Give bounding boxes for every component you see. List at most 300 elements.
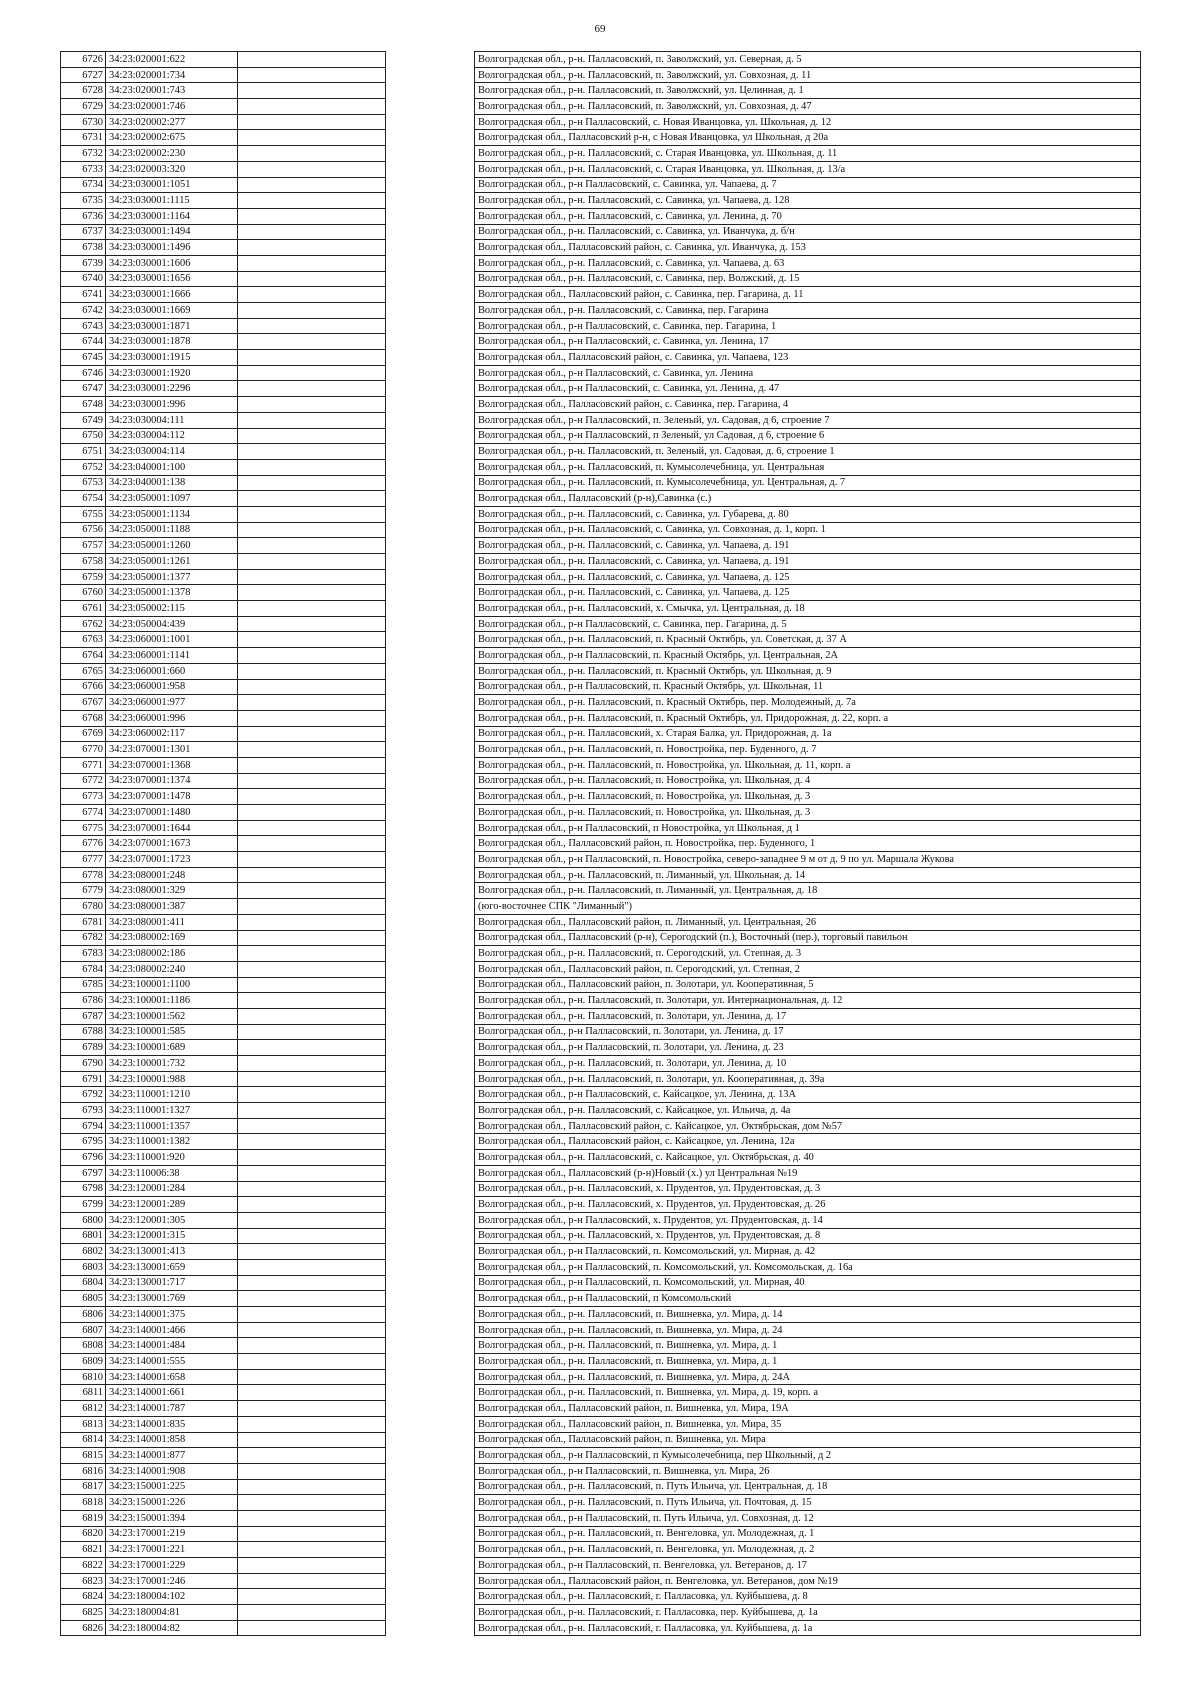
cadastral-number-cell: 34:23:030001:1669 xyxy=(106,303,238,319)
cadastral-number-cell: 34:23:070001:1723 xyxy=(106,852,238,868)
spacer-cell xyxy=(386,1369,475,1385)
cadastral-number-cell: 34:23:100001:689 xyxy=(106,1040,238,1056)
spacer-cell xyxy=(386,710,475,726)
address-cell: Волгоградская обл., Палласовский (р-н)Новый (х.) ул Центральная №19 xyxy=(475,1165,1141,1181)
spacer-cell xyxy=(386,334,475,350)
spacer-cell xyxy=(386,303,475,319)
spacer-cell xyxy=(386,1056,475,1072)
address-cell: Волгоградская обл., р-н. Палласовский, п. Кумысолечебница, ул. Центральная, д. 7 xyxy=(475,475,1141,491)
row-number-cell: 6744 xyxy=(61,334,106,350)
table-row xyxy=(61,52,1141,68)
spacer-cell xyxy=(386,1118,475,1134)
table-row xyxy=(61,1448,1141,1464)
table-row xyxy=(61,914,1141,930)
spacer-cell xyxy=(386,1432,475,1448)
cadastral-number-cell: 34:23:130001:769 xyxy=(106,1291,238,1307)
row-number-cell: 6799 xyxy=(61,1197,106,1213)
spacer-cell xyxy=(386,977,475,993)
cadastral-number-cell: 34:23:180004:82 xyxy=(106,1620,238,1636)
cadastral-number-cell: 34:23:140001:835 xyxy=(106,1416,238,1432)
cadastral-number-cell: 34:23:110001:1327 xyxy=(106,1103,238,1119)
address-cell: Волгоградская обл., р-н Палласовский, п. Красный Октябрь, ул. Школьная, 11 xyxy=(475,679,1141,695)
table-row xyxy=(61,1479,1141,1495)
row-number-cell: 6789 xyxy=(61,1040,106,1056)
address-cell: Волгоградская обл., Палласовский район, с. Савинка, ул. Иванчука, д. 153 xyxy=(475,240,1141,256)
cadastral-number-cell: 34:23:080001:411 xyxy=(106,914,238,930)
empty-cell xyxy=(238,1369,386,1385)
address-cell: Волгоградская обл., р-н Палласовский, п. Золотари, ул. Ленина, д. 23 xyxy=(475,1040,1141,1056)
row-number-cell: 6737 xyxy=(61,224,106,240)
row-number-cell: 6757 xyxy=(61,538,106,554)
empty-cell xyxy=(238,538,386,554)
row-number-cell: 6739 xyxy=(61,255,106,271)
spacer-cell xyxy=(386,1463,475,1479)
row-number-cell: 6777 xyxy=(61,852,106,868)
cadastral-number-cell: 34:23:140001:466 xyxy=(106,1322,238,1338)
cadastral-number-cell: 34:23:040001:138 xyxy=(106,475,238,491)
spacer-cell xyxy=(386,1338,475,1354)
address-cell: Волгоградская обл., р-н. Палласовский, с. Савинка, ул. Ленина, д. 70 xyxy=(475,208,1141,224)
cadastral-number-cell: 34:23:050001:1260 xyxy=(106,538,238,554)
table-row xyxy=(61,67,1141,83)
row-number-cell: 6761 xyxy=(61,601,106,617)
address-cell: Волгоградская обл., р-н Палласовский, п. Комсомольский, ул. Мирная, 40 xyxy=(475,1275,1141,1291)
table-row xyxy=(61,83,1141,99)
empty-cell xyxy=(238,1385,386,1401)
table-row xyxy=(61,1228,1141,1244)
spacer-cell xyxy=(386,1134,475,1150)
cadastral-number-cell: 34:23:110001:1382 xyxy=(106,1134,238,1150)
table-row xyxy=(61,1558,1141,1574)
empty-cell xyxy=(238,1510,386,1526)
row-number-cell: 6768 xyxy=(61,710,106,726)
table-row xyxy=(61,397,1141,413)
address-cell: Волгоградская обл., р-н. Палласовский, п. Золотари, ул. Ленина, д. 17 xyxy=(475,1008,1141,1024)
table-row xyxy=(61,1118,1141,1134)
cadastral-number-cell: 34:23:030001:2296 xyxy=(106,381,238,397)
row-number-cell: 6764 xyxy=(61,648,106,664)
empty-cell xyxy=(238,773,386,789)
empty-cell xyxy=(238,1338,386,1354)
table-row xyxy=(61,554,1141,570)
address-cell: Волгоградская обл., р-н. Палласовский, с. Старая Иванцовка, ул. Школьная, д. 13/а xyxy=(475,161,1141,177)
table-row xyxy=(61,1008,1141,1024)
address-cell: Волгоградская обл., Палласовский район, п. Серогодский, ул. Степная, 2 xyxy=(475,961,1141,977)
table-row xyxy=(61,930,1141,946)
address-cell: Волгоградская обл., р-н. Палласовский, с. Савинка, ул. Чапаева, д. 63 xyxy=(475,255,1141,271)
empty-cell xyxy=(238,1291,386,1307)
row-number-cell: 6786 xyxy=(61,993,106,1009)
address-cell: Волгоградская обл., р-н Палласовский, п Новостройка, ул Школьная, д 1 xyxy=(475,820,1141,836)
empty-cell xyxy=(238,334,386,350)
address-cell: Волгоградская обл., р-н. Палласовский, п. Вишневка, ул. Мира, д. 14 xyxy=(475,1307,1141,1323)
row-number-cell: 6826 xyxy=(61,1620,106,1636)
address-cell: Волгоградская обл., р-н Палласовский, с. Новая Иванцовка, ул. Школьная, д. 12 xyxy=(475,114,1141,130)
table-row xyxy=(61,1322,1141,1338)
row-number-cell: 6765 xyxy=(61,663,106,679)
address-cell: Волгоградская обл., р-н Палласовский, с. Кайсацкое, ул. Ленина, д. 13А xyxy=(475,1087,1141,1103)
cadastral-number-cell: 34:23:130001:717 xyxy=(106,1275,238,1291)
empty-cell xyxy=(238,1071,386,1087)
row-number-cell: 6811 xyxy=(61,1385,106,1401)
table-row xyxy=(61,240,1141,256)
table-row xyxy=(61,961,1141,977)
cadastral-number-cell: 34:23:080002:186 xyxy=(106,946,238,962)
table-row xyxy=(61,193,1141,209)
spacer-cell xyxy=(386,381,475,397)
table-row xyxy=(61,1589,1141,1605)
empty-cell xyxy=(238,1526,386,1542)
row-number-cell: 6750 xyxy=(61,428,106,444)
table-row xyxy=(61,224,1141,240)
table-row xyxy=(61,303,1141,319)
spacer-cell xyxy=(386,52,475,68)
table-row xyxy=(61,836,1141,852)
table-row xyxy=(61,1275,1141,1291)
empty-cell xyxy=(238,1165,386,1181)
table-row xyxy=(61,1432,1141,1448)
table-row xyxy=(61,820,1141,836)
address-cell: Волгоградская обл., р-н Палласовский, п. Золотари, ул. Ленина, д. 17 xyxy=(475,1024,1141,1040)
empty-cell xyxy=(238,852,386,868)
empty-cell xyxy=(238,1322,386,1338)
empty-cell xyxy=(238,601,386,617)
cadastral-number-cell: 34:23:070001:1478 xyxy=(106,789,238,805)
empty-cell xyxy=(238,193,386,209)
row-number-cell: 6740 xyxy=(61,271,106,287)
address-cell: Волгоградская обл., р-н Палласовский, с. Савинка, ул. Чапаева, д. 7 xyxy=(475,177,1141,193)
empty-cell xyxy=(238,726,386,742)
row-number-cell: 6804 xyxy=(61,1275,106,1291)
empty-cell xyxy=(238,114,386,130)
table-row xyxy=(61,993,1141,1009)
cadastral-number-cell: 34:23:020001:734 xyxy=(106,67,238,83)
address-cell: Волгоградская обл., р-н Палласовский, п. Зеленый, ул. Садовая, д 6, строение 7 xyxy=(475,412,1141,428)
address-cell: Волгоградская обл., р-н. Палласовский, г. Палласовка, ул. Куйбышева, д. 8 xyxy=(475,1589,1141,1605)
spacer-cell xyxy=(386,146,475,162)
cadastral-number-cell: 34:23:030001:1666 xyxy=(106,287,238,303)
row-number-cell: 6758 xyxy=(61,554,106,570)
row-number-cell: 6807 xyxy=(61,1322,106,1338)
spacer-cell xyxy=(386,1620,475,1636)
empty-cell xyxy=(238,757,386,773)
row-number-cell: 6806 xyxy=(61,1307,106,1323)
address-cell: Волгоградская обл., р-н. Палласовский, п. Вишневка, ул. Мира, д. 24 xyxy=(475,1322,1141,1338)
cadastral-number-cell: 34:23:060001:977 xyxy=(106,695,238,711)
table-row xyxy=(61,1087,1141,1103)
row-number-cell: 6767 xyxy=(61,695,106,711)
row-number-cell: 6824 xyxy=(61,1589,106,1605)
address-cell: Волгоградская обл., р-н. Палласовский, х. Смычка, ул. Центральная, д. 18 xyxy=(475,601,1141,617)
empty-cell xyxy=(238,710,386,726)
cadastral-number-cell: 34:23:150001:394 xyxy=(106,1510,238,1526)
cadastral-number-cell: 34:23:070001:1368 xyxy=(106,757,238,773)
address-cell: Волгоградская обл., р-н Палласовский, с. Савинка, пер. Гагарина, 1 xyxy=(475,318,1141,334)
row-number-cell: 6732 xyxy=(61,146,106,162)
empty-cell xyxy=(238,993,386,1009)
empty-cell xyxy=(238,1401,386,1417)
address-cell: Волгоградская обл., р-н. Палласовский, п. Новостройка, ул. Школьная, д. 3 xyxy=(475,789,1141,805)
table-row xyxy=(61,1526,1141,1542)
row-number-cell: 6756 xyxy=(61,522,106,538)
row-number-cell: 6800 xyxy=(61,1212,106,1228)
table-row xyxy=(61,1291,1141,1307)
row-number-cell: 6751 xyxy=(61,444,106,460)
row-number-cell: 6734 xyxy=(61,177,106,193)
empty-cell xyxy=(238,914,386,930)
cadastral-number-cell: 34:23:060002:117 xyxy=(106,726,238,742)
table-row xyxy=(61,1212,1141,1228)
cadastral-number-cell: 34:23:100001:585 xyxy=(106,1024,238,1040)
table-row xyxy=(61,146,1141,162)
row-number-cell: 6736 xyxy=(61,208,106,224)
row-number-cell: 6805 xyxy=(61,1291,106,1307)
empty-cell xyxy=(238,1558,386,1574)
cadastral-number-cell: 34:23:060001:996 xyxy=(106,710,238,726)
cadastral-number-cell: 34:23:050002:115 xyxy=(106,601,238,617)
table-row xyxy=(61,852,1141,868)
spacer-cell xyxy=(386,506,475,522)
cadastral-number-cell: 34:23:050001:1378 xyxy=(106,585,238,601)
cadastral-number-cell: 34:23:080001:248 xyxy=(106,867,238,883)
empty-cell xyxy=(238,554,386,570)
empty-cell xyxy=(238,1463,386,1479)
spacer-cell xyxy=(386,1589,475,1605)
empty-cell xyxy=(238,318,386,334)
empty-cell xyxy=(238,1228,386,1244)
row-number-cell: 6743 xyxy=(61,318,106,334)
cadastral-number-cell: 34:23:120001:289 xyxy=(106,1197,238,1213)
address-cell: Волгоградская обл., р-н. Палласовский, х. Прудентов, ул. Прудентовская, д. 3 xyxy=(475,1181,1141,1197)
address-cell: Волгоградская обл., Палласовский район, п. Венгеловка, ул. Ветеранов, дом №19 xyxy=(475,1573,1141,1589)
table-row xyxy=(61,1071,1141,1087)
empty-cell xyxy=(238,1416,386,1432)
cadastral-number-cell: 34:23:140001:555 xyxy=(106,1354,238,1370)
cadastral-number-cell: 34:23:110006:38 xyxy=(106,1165,238,1181)
row-number-cell: 6795 xyxy=(61,1134,106,1150)
empty-cell xyxy=(238,1118,386,1134)
table-row xyxy=(61,255,1141,271)
spacer-cell xyxy=(386,397,475,413)
table-row xyxy=(61,1103,1141,1119)
spacer-cell xyxy=(386,538,475,554)
table-row xyxy=(61,1040,1141,1056)
row-number-cell: 6819 xyxy=(61,1510,106,1526)
empty-cell xyxy=(238,1197,386,1213)
table-row xyxy=(61,742,1141,758)
row-number-cell: 6772 xyxy=(61,773,106,789)
cadastral-number-cell: 34:23:020002:277 xyxy=(106,114,238,130)
spacer-cell xyxy=(386,1228,475,1244)
empty-cell xyxy=(238,83,386,99)
empty-cell xyxy=(238,1056,386,1072)
table-row xyxy=(61,663,1141,679)
table-row xyxy=(61,1495,1141,1511)
spacer-cell xyxy=(386,805,475,821)
row-number-cell: 6770 xyxy=(61,742,106,758)
row-number-cell: 6814 xyxy=(61,1432,106,1448)
address-cell: Волгоградская обл., р-н. Палласовский, п. Заволжский, ул. Северная, д. 5 xyxy=(475,52,1141,68)
spacer-cell xyxy=(386,1244,475,1260)
cadastral-number-cell: 34:23:030001:1656 xyxy=(106,271,238,287)
cadastral-number-cell: 34:23:080001:329 xyxy=(106,883,238,899)
spacer-cell xyxy=(386,475,475,491)
cadastral-number-cell: 34:23:120001:315 xyxy=(106,1228,238,1244)
row-number-cell: 6781 xyxy=(61,914,106,930)
cadastral-number-cell: 34:23:020001:622 xyxy=(106,52,238,68)
empty-cell xyxy=(238,1354,386,1370)
table-row xyxy=(61,1259,1141,1275)
spacer-cell xyxy=(386,1212,475,1228)
address-cell: Волгоградская обл., р-н Палласовский, п Зеленый, ул Садовая, д 6, строение 6 xyxy=(475,428,1141,444)
row-number-cell: 6746 xyxy=(61,365,106,381)
spacer-cell xyxy=(386,350,475,366)
address-cell: Волгоградская обл., р-н Палласовский, п. Вишневка, ул. Мира, 26 xyxy=(475,1463,1141,1479)
table-row xyxy=(61,1024,1141,1040)
table-row xyxy=(61,114,1141,130)
empty-cell xyxy=(238,1620,386,1636)
row-number-cell: 6810 xyxy=(61,1369,106,1385)
row-number-cell: 6809 xyxy=(61,1354,106,1370)
cadastral-number-cell: 34:23:060001:1141 xyxy=(106,648,238,664)
empty-cell xyxy=(238,632,386,648)
table-row xyxy=(61,899,1141,915)
table-row xyxy=(61,208,1141,224)
empty-cell xyxy=(238,287,386,303)
empty-cell xyxy=(238,1495,386,1511)
row-number-cell: 6801 xyxy=(61,1228,106,1244)
spacer-cell xyxy=(386,616,475,632)
spacer-cell xyxy=(386,491,475,507)
address-cell: Волгоградская обл., р-н. Палласовский, п. Золотари, ул. Кооперативная, д. 39а xyxy=(475,1071,1141,1087)
address-cell: Волгоградская обл., р-н. Палласовский, п. Новостройка, ул. Школьная, д. 11, корп. а xyxy=(475,757,1141,773)
spacer-cell xyxy=(386,67,475,83)
spacer-cell xyxy=(386,114,475,130)
spacer-cell xyxy=(386,224,475,240)
empty-cell xyxy=(238,491,386,507)
spacer-cell xyxy=(386,1495,475,1511)
empty-cell xyxy=(238,1307,386,1323)
cadastral-number-cell: 34:23:140001:484 xyxy=(106,1338,238,1354)
address-cell: Волгоградская обл., р-н. Палласовский, п. Новостройка, ул. Школьная, д. 4 xyxy=(475,773,1141,789)
table-row xyxy=(61,616,1141,632)
spacer-cell xyxy=(386,742,475,758)
spacer-cell xyxy=(386,1275,475,1291)
spacer-cell xyxy=(386,1291,475,1307)
row-number-cell: 6727 xyxy=(61,67,106,83)
empty-cell xyxy=(238,616,386,632)
table-row xyxy=(61,883,1141,899)
cadastral-number-cell: 34:23:140001:858 xyxy=(106,1432,238,1448)
spacer-cell xyxy=(386,961,475,977)
address-cell: Волгоградская обл., р-н. Палласовский, п. Заволжский, ул. Совхозная, д. 11 xyxy=(475,67,1141,83)
row-number-cell: 6780 xyxy=(61,899,106,915)
table-row xyxy=(61,1605,1141,1621)
cadastral-number-cell: 34:23:110001:920 xyxy=(106,1150,238,1166)
address-cell: Волгоградская обл., р-н. Палласовский, п. Лиманный, ул. Центральная, д. 18 xyxy=(475,883,1141,899)
cadastral-number-cell: 34:23:180004:81 xyxy=(106,1605,238,1621)
empty-cell xyxy=(238,255,386,271)
spacer-cell xyxy=(386,1040,475,1056)
row-number-cell: 6798 xyxy=(61,1181,106,1197)
cadastral-number-cell: 34:23:140001:661 xyxy=(106,1385,238,1401)
address-cell: Волгоградская обл., Палласовский район, п. Вишневка, ул. Мира, 19А xyxy=(475,1401,1141,1417)
table-row xyxy=(61,130,1141,146)
table-row xyxy=(61,538,1141,554)
row-number-cell: 6808 xyxy=(61,1338,106,1354)
table-row xyxy=(61,522,1141,538)
address-cell: Волгоградская обл., р-н Палласовский, п Кумысолечебница, пер Школьный, д 2 xyxy=(475,1448,1141,1464)
address-cell: Волгоградская обл., р-н. Палласовский, х. Прудентов, ул. Прудентовская, д. 26 xyxy=(475,1197,1141,1213)
row-number-cell: 6755 xyxy=(61,506,106,522)
row-number-cell: 6747 xyxy=(61,381,106,397)
empty-cell xyxy=(238,1008,386,1024)
empty-cell xyxy=(238,99,386,115)
spacer-cell xyxy=(386,83,475,99)
spacer-cell xyxy=(386,177,475,193)
cadastral-number-cell: 34:23:110001:1210 xyxy=(106,1087,238,1103)
cadastral-number-cell: 34:23:030001:1115 xyxy=(106,193,238,209)
row-number-cell: 6735 xyxy=(61,193,106,209)
spacer-cell xyxy=(386,883,475,899)
address-cell: Волгоградская обл., Палласовский район, с. Кайсацкое, ул. Октябрьская, дом №57 xyxy=(475,1118,1141,1134)
spacer-cell xyxy=(386,1401,475,1417)
table-row xyxy=(61,350,1141,366)
table-row xyxy=(61,506,1141,522)
address-cell: Волгоградская обл., р-н Палласовский, х. Прудентов, ул. Прудентовская, д. 14 xyxy=(475,1212,1141,1228)
table-row xyxy=(61,1134,1141,1150)
spacer-cell xyxy=(386,820,475,836)
row-number-cell: 6785 xyxy=(61,977,106,993)
address-cell: Волгоградская обл., р-н. Палласовский, с. Савинка, пер. Волжский, д. 15 xyxy=(475,271,1141,287)
table-row xyxy=(61,334,1141,350)
table-row xyxy=(61,318,1141,334)
empty-cell xyxy=(238,1573,386,1589)
empty-cell xyxy=(238,522,386,538)
row-number-cell: 6796 xyxy=(61,1150,106,1166)
address-cell: Волгоградская обл., р-н. Палласовский, п. Вишневка, ул. Мира, д. 1 xyxy=(475,1338,1141,1354)
empty-cell xyxy=(238,1432,386,1448)
row-number-cell: 6766 xyxy=(61,679,106,695)
row-number-cell: 6822 xyxy=(61,1558,106,1574)
spacer-cell xyxy=(386,1024,475,1040)
cadastral-number-cell: 34:23:070001:1644 xyxy=(106,820,238,836)
table-row xyxy=(61,1197,1141,1213)
table-row xyxy=(61,1338,1141,1354)
spacer-cell xyxy=(386,1416,475,1432)
empty-cell xyxy=(238,177,386,193)
row-number-cell: 6803 xyxy=(61,1259,106,1275)
table-row xyxy=(61,1401,1141,1417)
empty-cell xyxy=(238,1087,386,1103)
address-cell: Волгоградская обл., р-н. Палласовский, п. Заволжский, ул. Совхозная, д. 47 xyxy=(475,99,1141,115)
row-number-cell: 6791 xyxy=(61,1071,106,1087)
empty-cell xyxy=(238,1448,386,1464)
address-cell: Волгоградская обл., Палласовский (р-н),Савинка (с.) xyxy=(475,491,1141,507)
row-number-cell: 6763 xyxy=(61,632,106,648)
empty-cell xyxy=(238,820,386,836)
address-cell: Волгоградская обл., р-н. Палласовский, с. Савинка, ул. Чапаева, д. 128 xyxy=(475,193,1141,209)
address-cell: Волгоградская обл., р-н. Палласовский, п. Красный Октябрь, ул. Советская, д. 37 А xyxy=(475,632,1141,648)
cadastral-number-cell: 34:23:100001:1186 xyxy=(106,993,238,1009)
row-number-cell: 6776 xyxy=(61,836,106,852)
table-row xyxy=(61,475,1141,491)
empty-cell xyxy=(238,648,386,664)
empty-cell xyxy=(238,977,386,993)
row-number-cell: 6774 xyxy=(61,805,106,821)
spacer-cell xyxy=(386,554,475,570)
table-row xyxy=(61,569,1141,585)
